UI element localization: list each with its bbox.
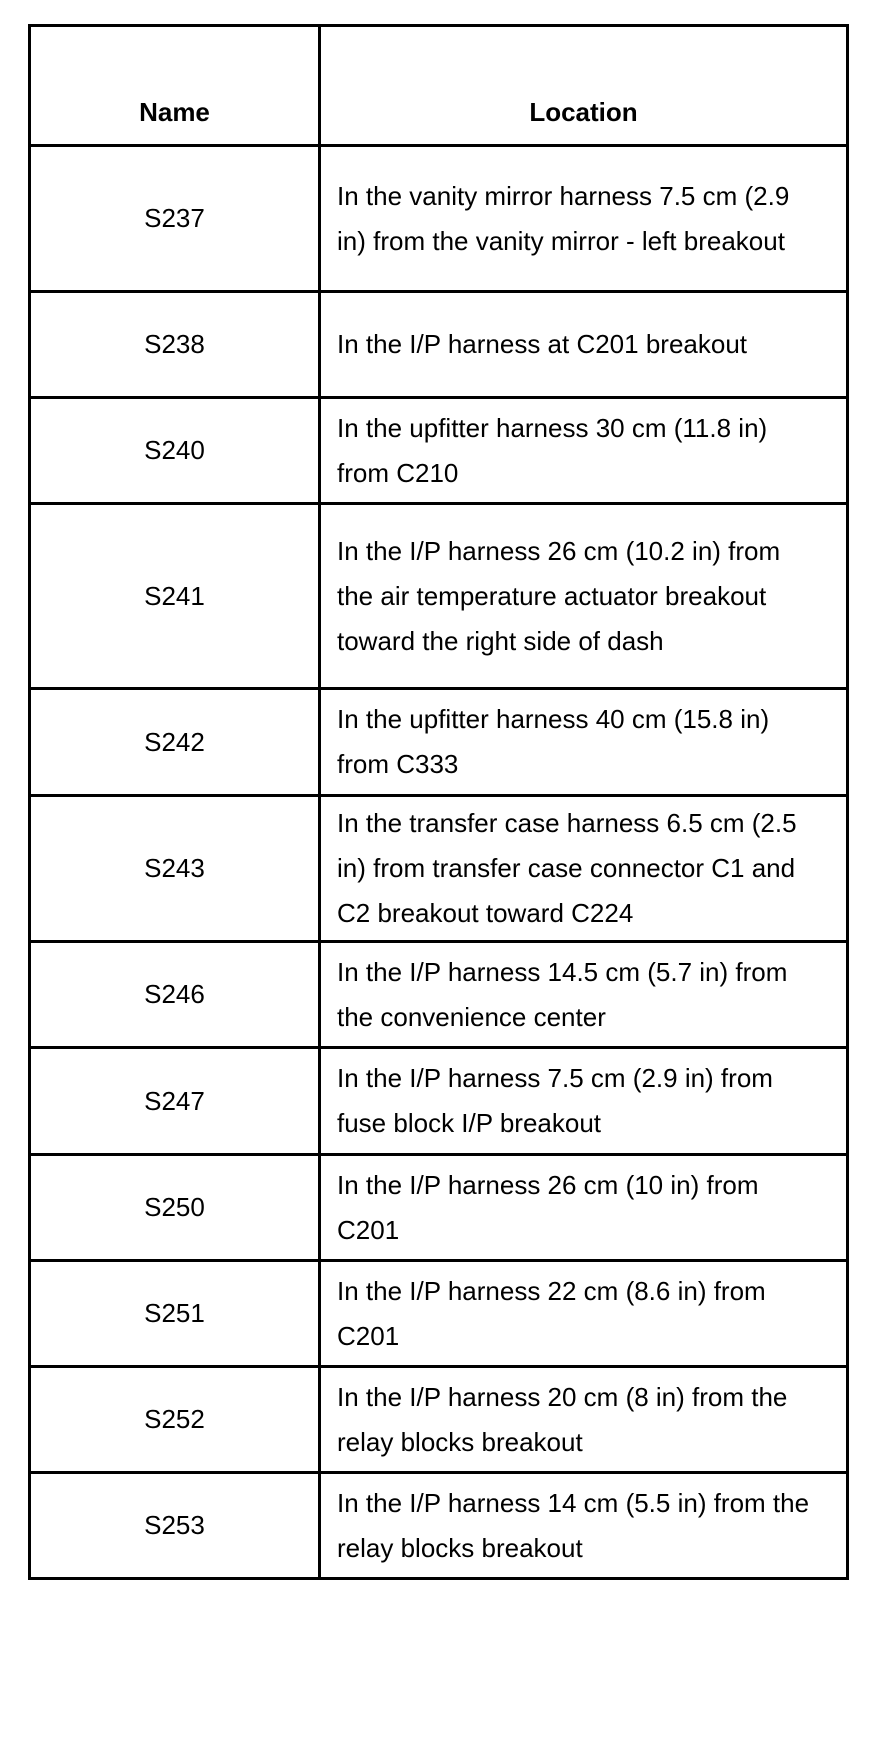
- splice-name: S242: [30, 689, 320, 796]
- splice-name: S251: [30, 1261, 320, 1367]
- splice-name: S246: [30, 942, 320, 1048]
- table-row: [30, 689, 848, 796]
- splice-name: S238: [30, 292, 320, 398]
- splice-location: In the I/P harness 26 cm (10.2 in) from the air temperature actuator breakout toward the right side of dash: [320, 504, 848, 689]
- splice-location: In the vanity mirror harness 7.5 cm (2.9 in) from the vanity mirror - left breakout: [320, 146, 848, 292]
- splice-name: S241: [30, 504, 320, 689]
- table-row: [30, 942, 848, 1048]
- table-row: [30, 398, 848, 504]
- table-row: [30, 292, 848, 398]
- table-row: [30, 1473, 848, 1579]
- table-row: [30, 1048, 848, 1155]
- header-name: Name: [30, 26, 320, 146]
- table-row: [30, 796, 848, 942]
- splice-location-table: [28, 24, 849, 1580]
- splice-location: In the I/P harness 22 cm (8.6 in) from C201: [320, 1261, 848, 1367]
- table-row: [30, 504, 848, 689]
- table-row: [30, 1155, 848, 1261]
- splice-name: S240: [30, 398, 320, 504]
- splice-location: In the I/P harness 7.5 cm (2.9 in) from fuse block I/P breakout: [320, 1048, 848, 1155]
- splice-name: S250: [30, 1155, 320, 1261]
- splice-location: In the I/P harness 14.5 cm (5.7 in) from the convenience center: [320, 942, 848, 1048]
- splice-name: S253: [30, 1473, 320, 1579]
- table-row: [30, 1367, 848, 1473]
- splice-name: S252: [30, 1367, 320, 1473]
- splice-location: In the upfitter harness 30 cm (11.8 in) from C210: [320, 398, 848, 504]
- splice-location: In the I/P harness 26 cm (10 in) from C201: [320, 1155, 848, 1261]
- splice-location: In the upfitter harness 40 cm (15.8 in) from C333: [320, 689, 848, 796]
- splice-location: In the I/P harness at C201 breakout: [320, 292, 848, 398]
- header-row: [30, 26, 848, 146]
- splice-location: In the I/P harness 14 cm (5.5 in) from the relay blocks breakout: [320, 1473, 848, 1579]
- splice-name: S243: [30, 796, 320, 942]
- table-row: [30, 1261, 848, 1367]
- table-row: [30, 146, 848, 292]
- splice-name: S247: [30, 1048, 320, 1155]
- splice-location: In the transfer case harness 6.5 cm (2.5 in) from transfer case connector C1 and C2 breakout toward C224: [320, 796, 848, 942]
- splice-location: In the I/P harness 20 cm (8 in) from the relay blocks breakout: [320, 1367, 848, 1473]
- header-location: Location: [320, 26, 848, 146]
- splice-name: S237: [30, 146, 320, 292]
